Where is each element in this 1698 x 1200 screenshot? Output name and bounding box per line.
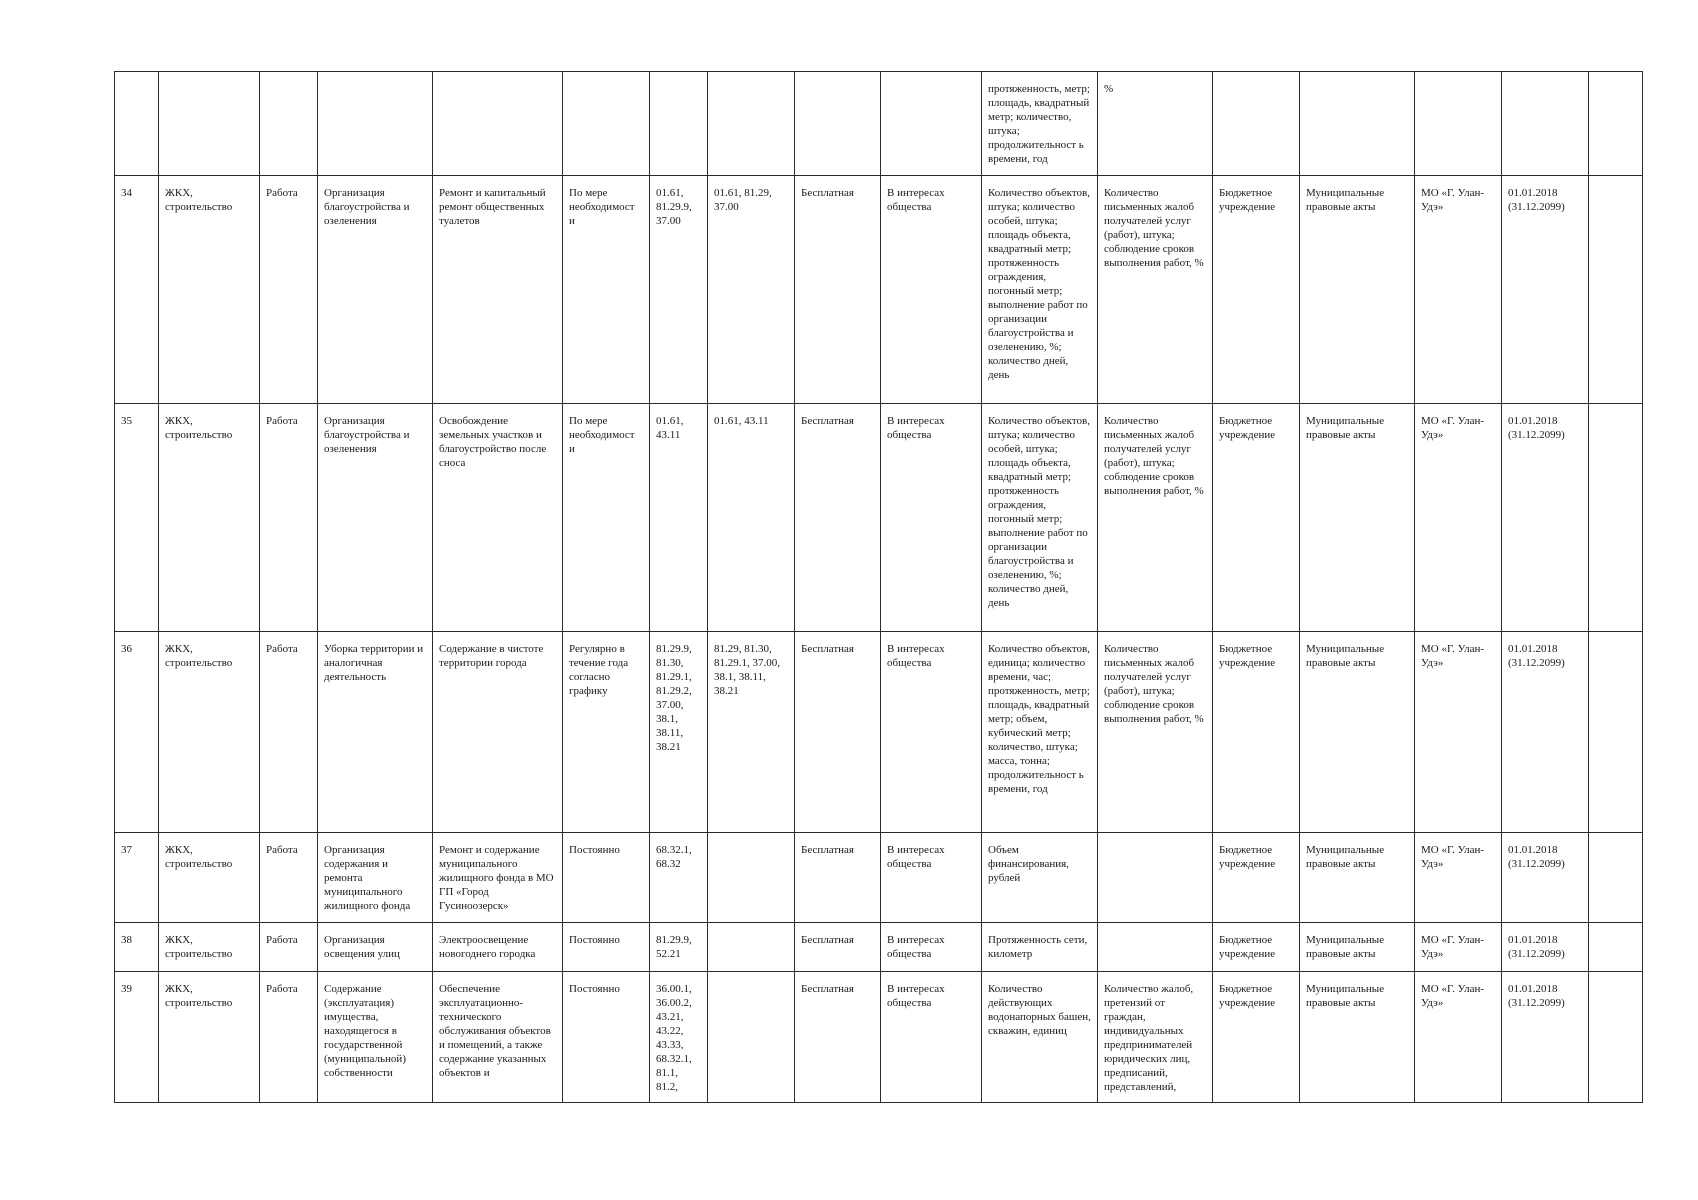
quality-indicators-cell — [1098, 833, 1213, 923]
authority-cell: МО «Г. Улан-Удэ» — [1415, 176, 1502, 404]
work-content-cell: Освобождение земельных участков и благоустройство после сноса — [433, 404, 563, 632]
recipients-cell: В интересах общества — [881, 833, 982, 923]
extra-cell — [1589, 632, 1643, 833]
activity-cell: Организация благоустройства и озеленения — [318, 176, 433, 404]
table-row — [115, 833, 1643, 923]
payment-cell: Бесплатная — [795, 404, 881, 632]
activity-cell: Содержание (эксплуатация) имущества, находящегося в государственной (муниципальной) собственности — [318, 972, 433, 1103]
legal-basis-cell: Муниципальные правовые акты — [1300, 632, 1415, 833]
sector-cell: ЖКХ, строительство — [159, 833, 260, 923]
activity-cell: Уборка территории и аналогичная деятельность — [318, 632, 433, 833]
okved-code-cell: 01.61, 81.29.9, 37.00 — [650, 176, 708, 404]
okved-code-cell: 36.00.1, 36.00.2, 43.21, 43.22, 43.33, 68.32.1, 81.1, 81.2, — [650, 972, 708, 1103]
services-registry-table — [114, 71, 1643, 1103]
okpd-code-cell: 01.61, 43.11 — [708, 404, 795, 632]
institution-type-cell: Бюджетное учреждение — [1213, 176, 1300, 404]
sector-cell: ЖКХ, строительство — [159, 404, 260, 632]
legal-basis-cell: Муниципальные правовые акты — [1300, 923, 1415, 972]
date-cell: 01.01.2018 (31.12.2099) — [1502, 923, 1589, 972]
type-cell — [260, 72, 318, 176]
row-number-cell: 37 — [115, 833, 159, 923]
okved-code-cell: 81.29.9, 81.30, 81.29.1, 81.29.2, 37.00, 38.1, 38.11, 38.21 — [650, 632, 708, 833]
okpd-code-cell — [708, 833, 795, 923]
activity-cell — [318, 72, 433, 176]
legal-basis-cell: Муниципальные правовые акты — [1300, 404, 1415, 632]
okpd-code-cell — [708, 72, 795, 176]
authority-cell: МО «Г. Улан-Удэ» — [1415, 972, 1502, 1103]
institution-type-cell: Бюджетное учреждение — [1213, 833, 1300, 923]
type-cell: Работа — [260, 923, 318, 972]
extra-cell — [1589, 404, 1643, 632]
quality-indicators-cell: Количество жалоб, претензий от граждан, индивидуальных предпринимателей юридических лиц, предписаний, представлений, — [1098, 972, 1213, 1103]
extra-cell — [1589, 923, 1643, 972]
date-cell — [1502, 72, 1589, 176]
recipients-cell — [881, 72, 982, 176]
row-number-cell: 34 — [115, 176, 159, 404]
payment-cell: Бесплатная — [795, 176, 881, 404]
recipients-cell: В интересах общества — [881, 632, 982, 833]
type-cell: Работа — [260, 833, 318, 923]
quality-indicators-cell: % — [1098, 72, 1213, 176]
table-row — [115, 72, 1643, 176]
row-number-cell: 39 — [115, 972, 159, 1103]
okved-code-cell — [650, 72, 708, 176]
activity-cell: Организация освещения улиц — [318, 923, 433, 972]
authority-cell — [1415, 72, 1502, 176]
institution-type-cell: Бюджетное учреждение — [1213, 632, 1300, 833]
frequency-cell — [563, 72, 650, 176]
authority-cell: МО «Г. Улан-Удэ» — [1415, 404, 1502, 632]
quality-indicators-cell: Количество письменных жалоб получателей услуг (работ), штука; соблюдение сроков выполнения работ, % — [1098, 176, 1213, 404]
frequency-cell: Постоянно — [563, 833, 650, 923]
table-row — [115, 972, 1643, 1103]
work-content-cell: Электроосвещение новогоднего городка — [433, 923, 563, 972]
work-content-cell: Ремонт и капитальный ремонт общественных туалетов — [433, 176, 563, 404]
work-content-cell: Ремонт и содержание муниципального жилищного фонда в МО ГП «Город Гусиноозерск» — [433, 833, 563, 923]
payment-cell: Бесплатная — [795, 972, 881, 1103]
date-cell: 01.01.2018 (31.12.2099) — [1502, 632, 1589, 833]
table-row — [115, 404, 1643, 632]
volume-indicators-cell: протяженность, метр; площадь, квадратный метр; количество, штука; продолжительност ь времени, год — [982, 72, 1098, 176]
table-row — [115, 923, 1643, 972]
recipients-cell: В интересах общества — [881, 923, 982, 972]
row-number-cell: 35 — [115, 404, 159, 632]
payment-cell: Бесплатная — [795, 833, 881, 923]
date-cell: 01.01.2018 (31.12.2099) — [1502, 176, 1589, 404]
extra-cell — [1589, 72, 1643, 176]
extra-cell — [1589, 972, 1643, 1103]
date-cell: 01.01.2018 (31.12.2099) — [1502, 833, 1589, 923]
institution-type-cell — [1213, 72, 1300, 176]
date-cell: 01.01.2018 (31.12.2099) — [1502, 972, 1589, 1103]
sector-cell: ЖКХ, строительство — [159, 632, 260, 833]
table-row — [115, 632, 1643, 833]
legal-basis-cell: Муниципальные правовые акты — [1300, 833, 1415, 923]
payment-cell: Бесплатная — [795, 632, 881, 833]
authority-cell: МО «Г. Улан-Удэ» — [1415, 833, 1502, 923]
quality-indicators-cell — [1098, 923, 1213, 972]
payment-cell: Бесплатная — [795, 923, 881, 972]
institution-type-cell: Бюджетное учреждение — [1213, 404, 1300, 632]
volume-indicators-cell: Количество объектов, единица; количество времени, час; протяженность, метр; площадь, квадратный метр; объем, кубический метр; количество, штука; масса, тонна; продолжительност ь времени, год — [982, 632, 1098, 833]
sector-cell: ЖКХ, строительство — [159, 923, 260, 972]
quality-indicators-cell: Количество письменных жалоб получателей услуг (работ), штука; соблюдение сроков выполнения работ, % — [1098, 632, 1213, 833]
okpd-code-cell — [708, 923, 795, 972]
frequency-cell: Регулярно в течение года согласно графику — [563, 632, 650, 833]
date-cell: 01.01.2018 (31.12.2099) — [1502, 404, 1589, 632]
quality-indicators-cell: Количество письменных жалоб получателей услуг (работ), штука; соблюдение сроков выполнения работ, % — [1098, 404, 1213, 632]
type-cell: Работа — [260, 176, 318, 404]
work-content-cell: Содержание в чистоте территории города — [433, 632, 563, 833]
legal-basis-cell: Муниципальные правовые акты — [1300, 972, 1415, 1103]
sector-cell: ЖКХ, строительство — [159, 176, 260, 404]
volume-indicators-cell: Количество объектов, штука; количество особей, штука; площадь объекта, квадратный метр; протяженность ограждения, погонный метр; выполнение работ по организации благоустройства и озеленению, %; количество дней, день — [982, 176, 1098, 404]
institution-type-cell: Бюджетное учреждение — [1213, 972, 1300, 1103]
volume-indicators-cell: Объем финансирования, рублей — [982, 833, 1098, 923]
row-number-cell: 36 — [115, 632, 159, 833]
authority-cell: МО «Г. Улан-Удэ» — [1415, 923, 1502, 972]
work-content-cell — [433, 72, 563, 176]
table-row — [115, 176, 1643, 404]
activity-cell: Организация содержания и ремонта муниципального жилищного фонда — [318, 833, 433, 923]
institution-type-cell: Бюджетное учреждение — [1213, 923, 1300, 972]
work-content-cell: Обеспечение эксплуатационно-технического обслуживания объектов и помещений, а также содержание указанных объектов и — [433, 972, 563, 1103]
okved-code-cell: 01.61, 43.11 — [650, 404, 708, 632]
extra-cell — [1589, 176, 1643, 404]
okved-code-cell: 68.32.1, 68.32 — [650, 833, 708, 923]
frequency-cell: Постоянно — [563, 972, 650, 1103]
row-number-cell: 38 — [115, 923, 159, 972]
volume-indicators-cell: Протяженность сети, километр — [982, 923, 1098, 972]
type-cell: Работа — [260, 404, 318, 632]
recipients-cell: В интересах общества — [881, 972, 982, 1103]
type-cell: Работа — [260, 632, 318, 833]
authority-cell: МО «Г. Улан-Удэ» — [1415, 632, 1502, 833]
type-cell: Работа — [260, 972, 318, 1103]
sector-cell: ЖКХ, строительство — [159, 972, 260, 1103]
sector-cell — [159, 72, 260, 176]
frequency-cell: По мере необходимост и — [563, 176, 650, 404]
volume-indicators-cell: Количество объектов, штука; количество особей, штука; площадь объекта, квадратный метр; протяженность ограждения, погонный метр; выполнение работ по организации благоустройства и озеленению, %; количество дней, день — [982, 404, 1098, 632]
frequency-cell: По мере необходимост и — [563, 404, 650, 632]
row-number-cell — [115, 72, 159, 176]
okpd-code-cell — [708, 972, 795, 1103]
legal-basis-cell: Муниципальные правовые акты — [1300, 176, 1415, 404]
extra-cell — [1589, 833, 1643, 923]
payment-cell — [795, 72, 881, 176]
okpd-code-cell: 01.61, 81.29, 37.00 — [708, 176, 795, 404]
activity-cell: Организация благоустройства и озеленения — [318, 404, 433, 632]
recipients-cell: В интересах общества — [881, 404, 982, 632]
table-body — [115, 72, 1643, 1103]
volume-indicators-cell: Количество действующих водонапорных башен, скважин, единиц — [982, 972, 1098, 1103]
okved-code-cell: 81.29.9, 52.21 — [650, 923, 708, 972]
okpd-code-cell: 81.29, 81.30, 81.29.1, 37.00, 38.1, 38.11, 38.21 — [708, 632, 795, 833]
recipients-cell: В интересах общества — [881, 176, 982, 404]
legal-basis-cell — [1300, 72, 1415, 176]
frequency-cell: Постоянно — [563, 923, 650, 972]
